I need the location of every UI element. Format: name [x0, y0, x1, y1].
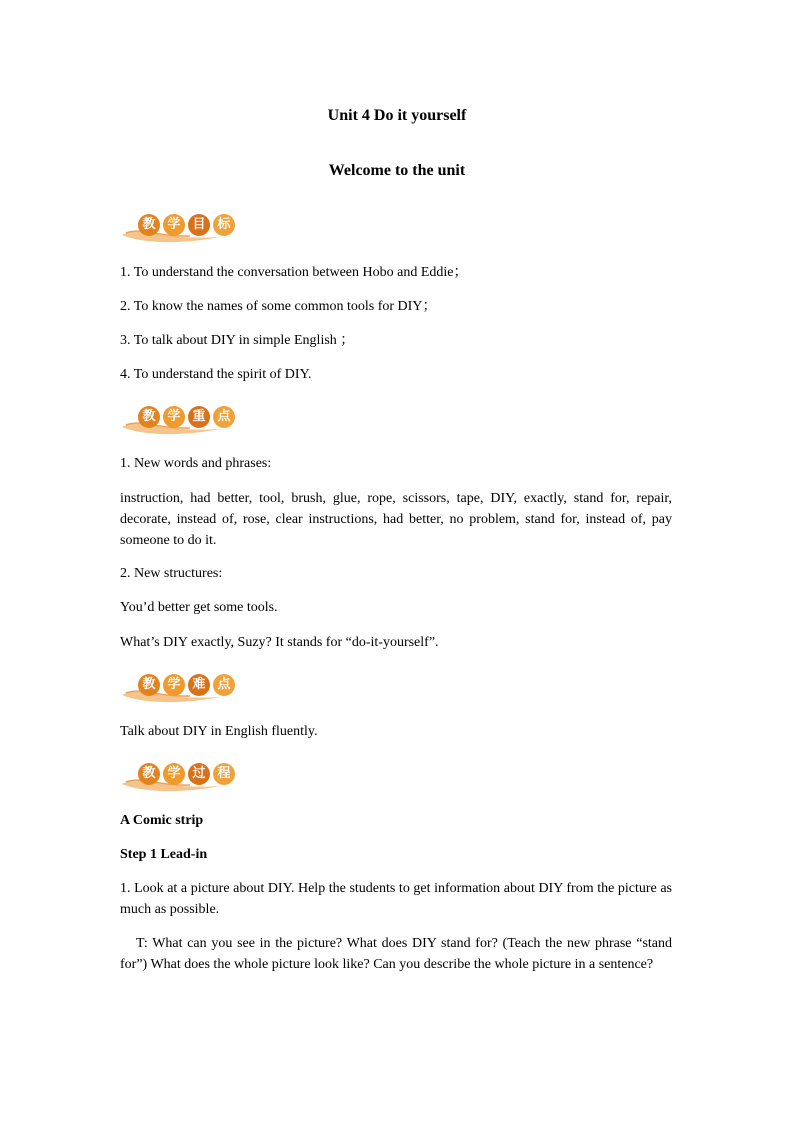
words-list: instruction, had better, tool, brush, glue, rope, scissors, tape, DIY, exactly, stand for, repair, decorate, instead of, rose, clear instructions, had better, no problem, stand for, instead of, pay someone to do it. — [120, 491, 672, 548]
badge-char: 点 — [213, 674, 235, 696]
badge-teaching-process — [120, 760, 230, 792]
structures-heading: 2. New structures: — [120, 566, 223, 581]
badge-char: 学 — [163, 674, 185, 696]
badge-char: 程 — [213, 763, 235, 785]
badge-char: 学 — [163, 763, 185, 785]
badge-char: 标 — [213, 214, 235, 236]
badge-difficulties — [120, 671, 230, 703]
badge-char: 教 — [138, 674, 160, 696]
badge-char: 教 — [138, 763, 160, 785]
badge-char: 教 — [138, 214, 160, 236]
document-title: Unit 4 Do it yourself — [327, 107, 467, 124]
badge-char: 重 — [188, 406, 210, 428]
objective-item: 3. To talk about DIY in simple English ； — [120, 333, 355, 348]
step-heading: Step 1 Lead-in — [120, 847, 208, 862]
objective-item: 1. To understand the conversation between Hobo and Eddie； — [120, 265, 468, 280]
badge-char: 学 — [163, 214, 185, 236]
objective-item: 4. To understand the spirit of DIY. — [120, 367, 312, 382]
badge-char: 教 — [138, 406, 160, 428]
badge-char: 学 — [163, 406, 185, 428]
badge-char: 过 — [188, 763, 210, 785]
badge-char: 点 — [213, 406, 235, 428]
difficulty-text: Talk about DIY in English fluently. — [120, 724, 318, 739]
badge-char: 难 — [188, 674, 210, 696]
section-heading: A Comic strip — [120, 813, 204, 828]
teacher-prompt: T: What can you see in the picture? What does DIY stand for? (Teach the new phrase “stand for”) What does the whole picture look like? Can you describe the whole picture in a sentence? — [120, 936, 672, 972]
process-item: 1. Look at a picture about DIY. Help the students to get information about DIY from the picture as much as possible. — [120, 881, 672, 917]
badge-key-points — [120, 403, 230, 435]
badge-char: 目 — [188, 214, 210, 236]
structure-sentence: You’d better get some tools. — [120, 600, 278, 615]
words-heading: 1. New words and phrases: — [120, 456, 272, 471]
objective-item: 2. To know the names of some common tools for DIY； — [120, 299, 437, 314]
badge-teaching-objectives — [120, 211, 230, 243]
document-subtitle: Welcome to the unit — [328, 162, 466, 179]
structure-sentence: What’s DIY exactly, Suzy? It stands for “do-it-yourself”. — [120, 635, 439, 650]
